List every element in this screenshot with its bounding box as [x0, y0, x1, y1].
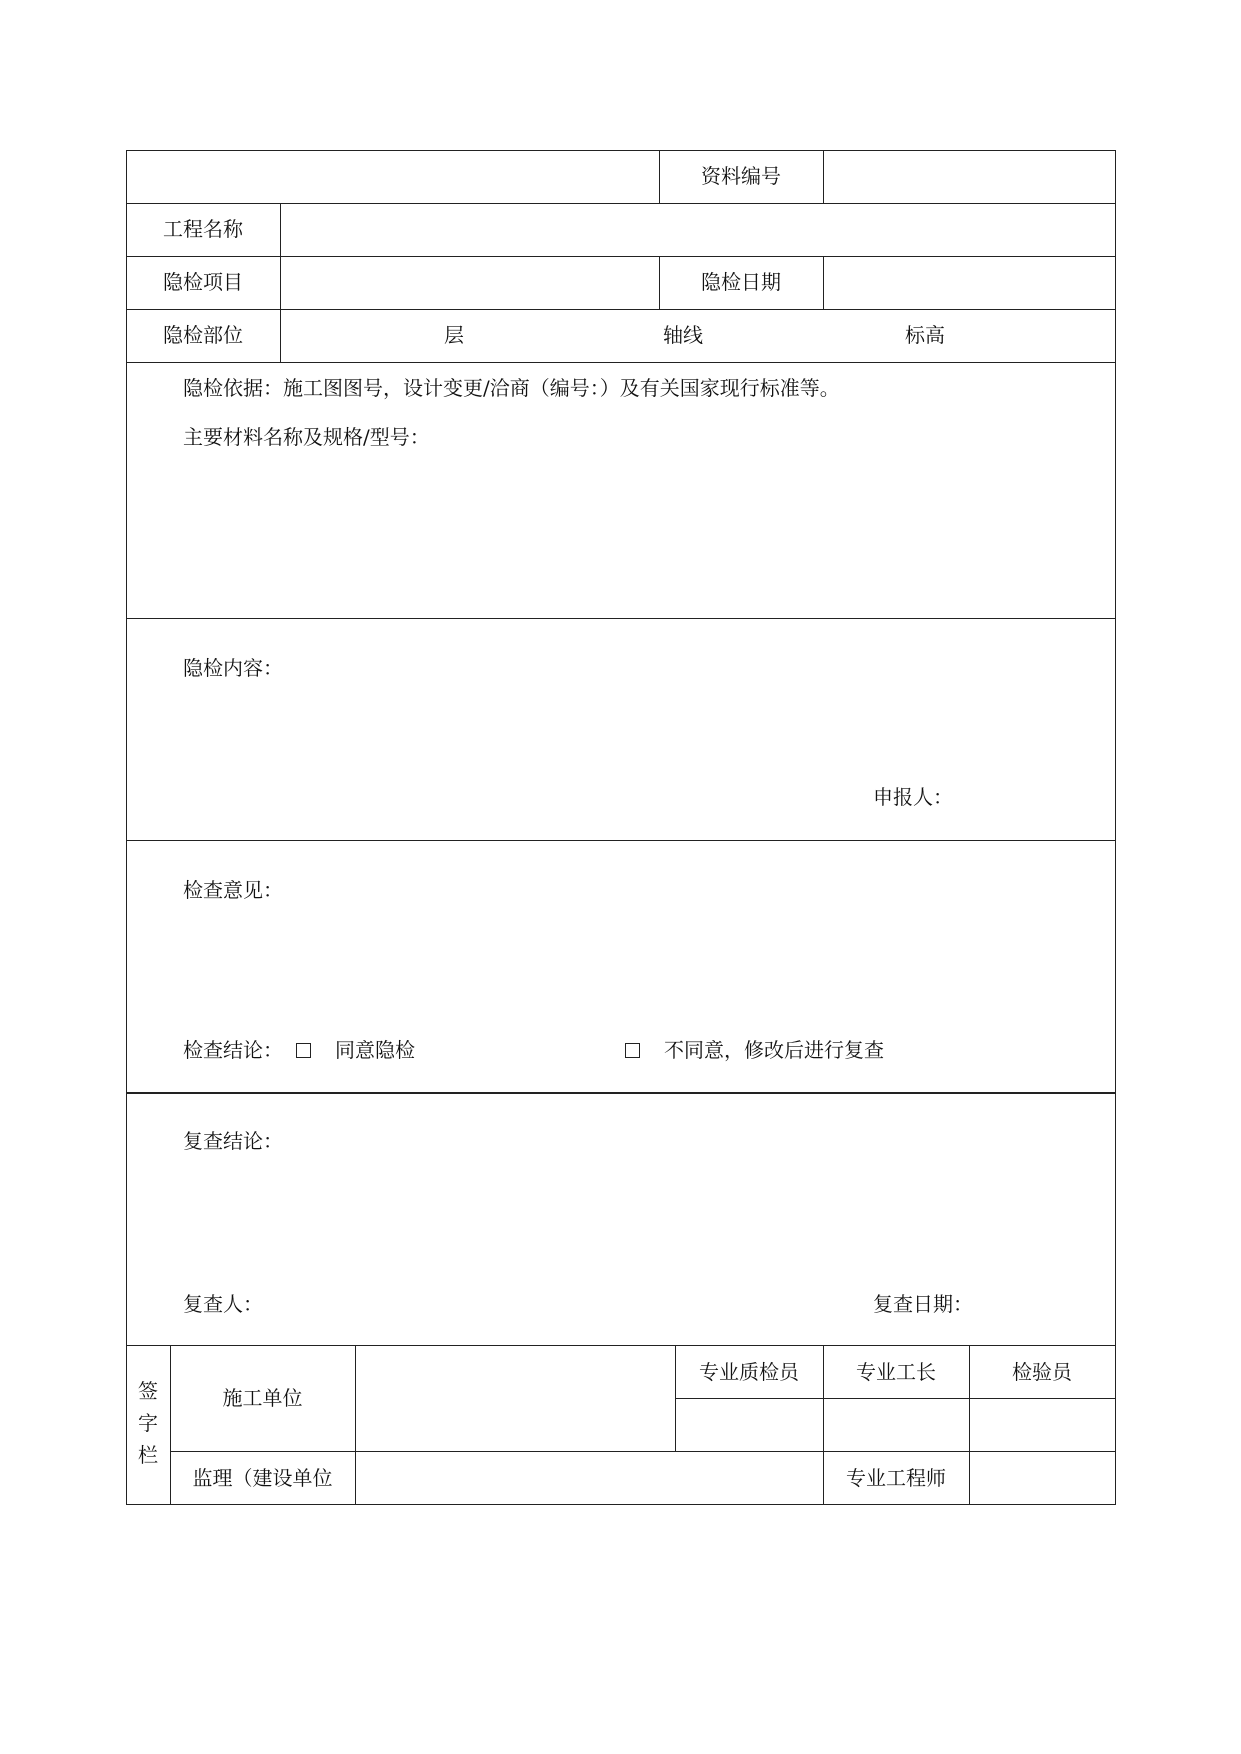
elevation-label: 标高 — [905, 323, 945, 347]
recheck-date-label: 复查日期： — [873, 1292, 973, 1316]
row-divider — [126, 309, 1116, 310]
row-divider — [170, 1451, 1116, 1452]
inspection-item-label: 隐检项目 — [163, 270, 243, 294]
contractor-label: 施工单位 — [222, 1386, 303, 1410]
recheck-conclusion-label: 复查结论： — [183, 1129, 283, 1153]
signature-char: 字 — [138, 1411, 158, 1435]
row-divider — [675, 1398, 1116, 1399]
materials-text: 主要材料名称及规格/型号： — [183, 425, 430, 449]
disagree-checkbox[interactable] — [625, 1038, 640, 1062]
inspection-date-label: 隐检日期 — [701, 270, 781, 294]
col-divider — [280, 203, 281, 362]
project-name-label: 工程名称 — [163, 217, 243, 241]
foreman-label: 专业工长 — [856, 1360, 936, 1384]
concealed-inspection-form — [126, 150, 1116, 1505]
agree-label: 同意隐检 — [335, 1038, 415, 1062]
floor-label: 层 — [444, 323, 464, 347]
row-divider — [126, 1345, 1116, 1346]
engineer-label: 专业工程师 — [846, 1466, 946, 1490]
row-divider — [126, 256, 1116, 257]
row-divider — [126, 840, 1116, 841]
declarant-label: 申报人： — [873, 785, 953, 809]
inspection-content-label: 隐检内容： — [183, 656, 283, 680]
signature-char: 栏 — [138, 1443, 158, 1467]
inspector-label: 检验员 — [1012, 1360, 1072, 1384]
inspection-location-label: 隐检部位 — [163, 323, 243, 347]
col-divider — [823, 150, 824, 203]
col-divider — [823, 256, 824, 309]
recheck-person-label: 复查人： — [183, 1292, 263, 1316]
quality-inspector-label: 专业质检员 — [699, 1360, 799, 1384]
col-divider — [355, 1345, 356, 1505]
record-no-label: 资料编号 — [701, 164, 781, 188]
row-divider — [126, 362, 1116, 363]
row-divider — [126, 618, 1116, 619]
disagree-label: 不同意，修改后进行复查 — [664, 1038, 884, 1062]
signature-column-label — [136, 1375, 160, 1471]
signature-char: 签 — [138, 1379, 158, 1403]
row-divider — [126, 1092, 1116, 1094]
inspection-basis-text: 隐检依据：施工图图号，设计变更/洽商（编号：）及有关国家现行标准等。 — [183, 376, 840, 400]
inspection-opinion-label: 检查意见： — [183, 878, 283, 902]
conclusion-label: 检查结论： — [183, 1038, 283, 1062]
row-divider — [126, 203, 1116, 204]
supervisor-label: 监理（建设单位 — [192, 1466, 333, 1490]
agree-checkbox[interactable] — [296, 1038, 311, 1062]
axis-label: 轴线 — [663, 323, 703, 347]
